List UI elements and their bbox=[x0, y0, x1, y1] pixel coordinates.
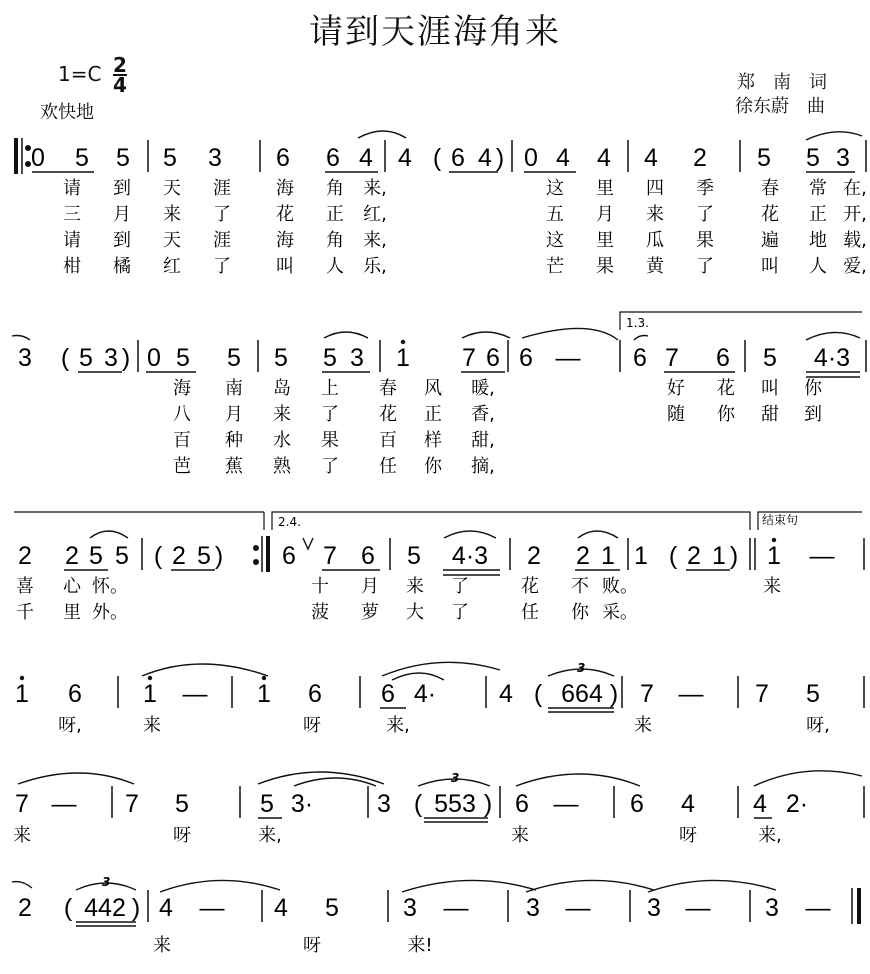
triplet-number: 3 bbox=[577, 661, 586, 675]
lyric: 摘, bbox=[471, 456, 495, 477]
note: 2 bbox=[18, 894, 32, 922]
note: — bbox=[685, 894, 711, 922]
lyric: 月 bbox=[113, 204, 131, 225]
lyric: 了 bbox=[451, 602, 469, 623]
note: 6 bbox=[276, 144, 290, 172]
lyric: 月 bbox=[361, 576, 379, 597]
note: 5 bbox=[407, 542, 421, 570]
note: 5 bbox=[227, 344, 241, 372]
slur bbox=[324, 332, 368, 338]
note: 3 bbox=[526, 894, 540, 922]
lyric: 五 bbox=[546, 204, 564, 225]
repeat-dot bbox=[254, 546, 259, 551]
note: 1 bbox=[634, 542, 648, 570]
lyric: 水 bbox=[273, 430, 291, 451]
note: 2· bbox=[785, 790, 809, 818]
repeat-dot bbox=[254, 560, 259, 565]
lyric: 季 bbox=[696, 178, 714, 199]
lyric: 熟 bbox=[273, 456, 291, 477]
tempo-marking: 欢快地 bbox=[40, 102, 94, 123]
triplet-number: 3 bbox=[451, 771, 460, 785]
lyric: 外。 bbox=[92, 602, 128, 623]
slur bbox=[516, 774, 640, 786]
note: 4 bbox=[644, 144, 658, 172]
note: 7 bbox=[462, 344, 476, 372]
lyric: 来 bbox=[646, 204, 664, 225]
lyric: 来 bbox=[153, 935, 171, 956]
lyric: 花 bbox=[717, 378, 735, 399]
lyric: 请 bbox=[63, 178, 81, 199]
lyric: 来 bbox=[634, 715, 652, 736]
note: — bbox=[443, 894, 469, 922]
lyric: 常 bbox=[809, 178, 827, 199]
lyric: 呀 bbox=[679, 825, 697, 846]
lyric: 呀, bbox=[58, 715, 82, 736]
note: 2 bbox=[693, 144, 707, 172]
lyric: 天 bbox=[163, 178, 181, 199]
slur bbox=[462, 332, 510, 338]
lyric: 了 bbox=[696, 256, 714, 277]
lyric: 海 bbox=[276, 230, 294, 251]
slur bbox=[12, 882, 32, 888]
slur bbox=[806, 132, 862, 140]
note: 5 bbox=[163, 144, 177, 172]
note: 7 bbox=[640, 680, 654, 708]
note: 3 bbox=[765, 894, 779, 922]
lyricist-credit: 郑 南 词 bbox=[737, 72, 827, 93]
slur bbox=[522, 328, 618, 340]
lyric: 怀。 bbox=[92, 576, 128, 597]
lyric: 这 bbox=[546, 178, 564, 199]
lyric: 来! bbox=[407, 935, 433, 956]
lyric: 海 bbox=[173, 378, 191, 399]
note: ) bbox=[495, 144, 505, 172]
note: ( bbox=[63, 894, 73, 922]
lyric: 来 bbox=[406, 576, 424, 597]
volta-2-label: 2.4. bbox=[278, 515, 301, 529]
note: 6 bbox=[716, 344, 730, 372]
note: 4 bbox=[597, 144, 611, 172]
note: 2 bbox=[65, 542, 79, 570]
note: 5 bbox=[274, 344, 288, 372]
slur bbox=[444, 531, 496, 538]
lyric: 海 bbox=[276, 178, 294, 199]
song-title: 请到天涯海角来 bbox=[309, 12, 561, 52]
lyric: 来 bbox=[763, 576, 781, 597]
lyric: 红, bbox=[363, 204, 387, 225]
note: 6 bbox=[326, 144, 340, 172]
lyric: 遍 bbox=[761, 230, 779, 251]
lyric: 正 bbox=[424, 404, 442, 425]
lyric: 来, bbox=[386, 715, 410, 736]
lyric: 来, bbox=[258, 825, 282, 846]
lyric: 了 bbox=[213, 256, 231, 277]
note: 5 bbox=[75, 144, 89, 172]
lyric: 开, bbox=[843, 204, 867, 225]
note: 2 bbox=[687, 542, 701, 570]
note: 5 bbox=[89, 542, 103, 570]
lyric: 你 bbox=[424, 456, 442, 477]
lyric: 人 bbox=[809, 256, 827, 277]
lyric: 正 bbox=[326, 204, 344, 225]
note: ) bbox=[729, 542, 739, 570]
note: — bbox=[678, 680, 704, 708]
lyric: 蕉 bbox=[225, 456, 243, 477]
note: 2 bbox=[527, 542, 541, 570]
note: 5 bbox=[175, 790, 189, 818]
slur bbox=[18, 773, 134, 784]
note: 3 bbox=[403, 894, 417, 922]
lyric: 角 bbox=[326, 178, 344, 199]
lyric: 样 bbox=[424, 430, 442, 451]
slur bbox=[142, 664, 268, 676]
lyric: 呀 bbox=[173, 825, 191, 846]
lyric: 花 bbox=[379, 404, 397, 425]
note: 4 bbox=[499, 680, 513, 708]
note: 3 bbox=[208, 144, 222, 172]
lyric: 了 bbox=[321, 404, 339, 425]
lyric: 了 bbox=[213, 204, 231, 225]
high-octave-dot bbox=[772, 538, 776, 542]
lyric: 红 bbox=[163, 256, 181, 277]
note: ) bbox=[609, 680, 619, 708]
note: 5 bbox=[806, 144, 820, 172]
lyric: 到 bbox=[113, 178, 131, 199]
lyric: 黄 bbox=[646, 256, 664, 277]
lyric: 种 bbox=[225, 430, 243, 451]
lyric: 南 bbox=[225, 378, 243, 399]
key-signature: 1=C bbox=[58, 62, 102, 86]
lyric: 随 bbox=[667, 404, 685, 425]
note: ) bbox=[214, 542, 224, 570]
lyric: 花 bbox=[521, 576, 539, 597]
lyric: 里 bbox=[596, 178, 614, 199]
note: 5 bbox=[197, 542, 211, 570]
note: 4 bbox=[753, 790, 767, 818]
lyric: 芒 bbox=[546, 256, 564, 277]
note: 2 bbox=[172, 542, 186, 570]
note: 6 bbox=[519, 344, 533, 372]
lyric: 三 bbox=[63, 204, 81, 225]
lyric: 在, bbox=[843, 178, 867, 199]
slur bbox=[754, 771, 862, 786]
note: — bbox=[805, 894, 831, 922]
lyric: 百 bbox=[173, 430, 191, 451]
lyric: 载, bbox=[843, 230, 867, 251]
time-signature-top: 2 bbox=[113, 53, 127, 77]
lyric: 暖, bbox=[471, 378, 495, 399]
lyric: 来 bbox=[163, 204, 181, 225]
lyric: 到 bbox=[804, 404, 822, 425]
note: 6 bbox=[381, 680, 395, 708]
note: 2 bbox=[18, 542, 32, 570]
note: 4 bbox=[681, 790, 695, 818]
slur bbox=[358, 131, 406, 138]
note: 4 bbox=[556, 144, 570, 172]
lyric: 花 bbox=[761, 204, 779, 225]
lyric: 甜, bbox=[471, 430, 495, 451]
note: ( bbox=[668, 542, 678, 570]
slur bbox=[806, 332, 860, 340]
note: 5 bbox=[806, 680, 820, 708]
lyric: 大 bbox=[406, 602, 424, 623]
lyric: 千 bbox=[16, 602, 34, 623]
note: 3 bbox=[18, 344, 32, 372]
note: 3 bbox=[350, 344, 364, 372]
lyric: 来, bbox=[758, 825, 782, 846]
repeat-dot bbox=[26, 146, 31, 151]
note: 6 bbox=[68, 680, 82, 708]
lyric: 叫 bbox=[761, 256, 779, 277]
note: ) bbox=[131, 894, 141, 922]
lyric: 橘 bbox=[113, 256, 131, 277]
note: 6 bbox=[308, 680, 322, 708]
repeat-dot bbox=[26, 162, 31, 167]
note: — bbox=[553, 790, 579, 818]
lyric: 这 bbox=[546, 230, 564, 251]
lyric: 来 bbox=[13, 825, 31, 846]
note: 5 bbox=[116, 144, 130, 172]
lyric: 好 bbox=[667, 378, 685, 399]
lyric: 里 bbox=[596, 230, 614, 251]
lyric: 来 bbox=[511, 825, 529, 846]
note: 7 bbox=[323, 542, 337, 570]
note: 4·3 bbox=[451, 542, 489, 570]
lyric: 芭 bbox=[173, 456, 191, 477]
lyric: 春 bbox=[379, 378, 397, 399]
note: 5 bbox=[757, 144, 771, 172]
slur bbox=[402, 880, 536, 892]
note: 6 bbox=[361, 542, 375, 570]
note: 6 bbox=[486, 344, 500, 372]
high-octave-dot bbox=[20, 676, 24, 680]
lyric: 春 bbox=[761, 178, 779, 199]
note: 4 bbox=[274, 894, 288, 922]
note: 3 bbox=[377, 790, 391, 818]
note: 0 bbox=[147, 344, 161, 372]
lyric: 乐, bbox=[363, 256, 387, 277]
lyric: 涯 bbox=[213, 230, 231, 251]
lyric: 瓜 bbox=[646, 230, 664, 251]
lyric: 百 bbox=[379, 430, 397, 451]
slur bbox=[294, 778, 376, 786]
note: 7 bbox=[125, 790, 139, 818]
slur bbox=[634, 336, 648, 341]
lyric: 喜 bbox=[16, 576, 34, 597]
note: 553 bbox=[434, 790, 476, 818]
note: ( bbox=[533, 680, 543, 708]
lyric: 任 bbox=[521, 602, 539, 623]
lyric: 岛 bbox=[273, 378, 291, 399]
note: — bbox=[199, 894, 225, 922]
lyric: 叫 bbox=[761, 378, 779, 399]
slur bbox=[648, 880, 776, 892]
slur bbox=[90, 531, 128, 538]
slur bbox=[392, 673, 444, 680]
lyric: 果 bbox=[596, 256, 614, 277]
lyric: 采。 bbox=[602, 602, 638, 623]
lyric: 花 bbox=[276, 204, 294, 225]
lyric: 来, bbox=[363, 178, 387, 199]
lyric: 来 bbox=[273, 404, 291, 425]
lyric: 果 bbox=[696, 230, 714, 251]
slur bbox=[382, 662, 500, 676]
lyric: 八 bbox=[173, 404, 191, 425]
lyric: 来 bbox=[143, 715, 161, 736]
note: 7 bbox=[15, 790, 29, 818]
note: ( bbox=[60, 344, 70, 372]
lyric: 了 bbox=[696, 204, 714, 225]
note: — bbox=[182, 680, 208, 708]
lyric: 了 bbox=[451, 576, 469, 597]
note: 7 bbox=[755, 680, 769, 708]
note: 664 bbox=[561, 680, 603, 708]
lyric: 到 bbox=[113, 230, 131, 251]
lyric: 呀 bbox=[303, 935, 321, 956]
lyric: 呀 bbox=[303, 715, 321, 736]
note: 1 bbox=[767, 542, 781, 570]
note: 5 bbox=[115, 542, 129, 570]
note: 5 bbox=[323, 344, 337, 372]
lyric: 风 bbox=[424, 378, 442, 399]
note: 1 bbox=[712, 542, 726, 570]
note: 5 bbox=[79, 344, 93, 372]
note: 3 bbox=[104, 344, 118, 372]
lyric: 请 bbox=[63, 230, 81, 251]
note: 4 bbox=[159, 894, 173, 922]
lyric: 果 bbox=[321, 430, 339, 451]
lyric: 甜 bbox=[761, 404, 779, 425]
note: 442 bbox=[84, 894, 126, 922]
lyric: 你 bbox=[571, 602, 589, 623]
volta-1-bracket bbox=[620, 312, 862, 330]
lyric: 心 bbox=[63, 576, 81, 597]
note: 1 bbox=[143, 680, 157, 708]
lyric: 人 bbox=[326, 256, 344, 277]
note: 6 bbox=[282, 542, 296, 570]
lyric: 菠 bbox=[311, 602, 329, 623]
lyric: 涯 bbox=[213, 178, 231, 199]
note: 0 bbox=[524, 144, 538, 172]
lyric: 角 bbox=[326, 230, 344, 251]
lyric: 月 bbox=[596, 204, 614, 225]
lyric: 十 bbox=[311, 576, 329, 597]
lyric: 里 bbox=[63, 602, 81, 623]
note: 4·3 bbox=[813, 344, 851, 372]
lyric: 正 bbox=[809, 204, 827, 225]
lyric: 天 bbox=[163, 230, 181, 251]
ending-label: 结束句 bbox=[762, 513, 799, 527]
lyric: 不 bbox=[571, 576, 589, 597]
note: 1 bbox=[257, 680, 271, 708]
note: 7 bbox=[665, 344, 679, 372]
note: 3 bbox=[647, 894, 661, 922]
note: 0 bbox=[31, 144, 45, 172]
note: 5 bbox=[325, 894, 339, 922]
slur bbox=[578, 531, 618, 538]
lyric: 来, bbox=[363, 230, 387, 251]
note: — bbox=[565, 894, 591, 922]
note: 4· bbox=[413, 680, 437, 708]
breath-mark bbox=[303, 538, 313, 549]
note: 4 bbox=[478, 144, 492, 172]
lyric: 萝 bbox=[361, 602, 379, 623]
note: 2 bbox=[576, 542, 590, 570]
note: — bbox=[555, 344, 581, 372]
lyric: 上 bbox=[321, 378, 339, 399]
composer-credit: 徐东蔚 曲 bbox=[735, 96, 825, 117]
lyric: 败。 bbox=[602, 576, 638, 597]
lyric: 爱, bbox=[843, 256, 867, 277]
note: 3 bbox=[836, 144, 850, 172]
note: — bbox=[809, 542, 835, 570]
slur bbox=[12, 336, 30, 341]
lyric: 四 bbox=[646, 178, 664, 199]
lyric: 呀, bbox=[806, 715, 830, 736]
note: 6 bbox=[630, 790, 644, 818]
lyric: 了 bbox=[321, 456, 339, 477]
lyric: 任 bbox=[379, 456, 397, 477]
note: 1 bbox=[396, 344, 410, 372]
note: ( bbox=[432, 144, 442, 172]
high-octave-dot bbox=[262, 676, 266, 680]
lyric: 地 bbox=[809, 230, 827, 251]
note: 4 bbox=[359, 144, 373, 172]
note: 5 bbox=[260, 790, 274, 818]
note: 3· bbox=[290, 790, 314, 818]
high-octave-dot bbox=[148, 676, 152, 680]
note: ) bbox=[121, 344, 131, 372]
note: 5 bbox=[176, 344, 190, 372]
note: 5 bbox=[763, 344, 777, 372]
triplet-number: 3 bbox=[102, 875, 111, 889]
lyric: 叫 bbox=[276, 256, 294, 277]
high-octave-dot bbox=[401, 340, 405, 344]
note: 6 bbox=[451, 144, 465, 172]
note: 4 bbox=[398, 144, 412, 172]
note: 6 bbox=[515, 790, 529, 818]
lyric: 香, bbox=[471, 404, 495, 425]
note: 1 bbox=[15, 680, 29, 708]
slur bbox=[526, 880, 654, 892]
time-signature-bottom: 4 bbox=[113, 73, 127, 97]
notation-layer bbox=[13, 144, 867, 956]
lyric: 月 bbox=[225, 404, 243, 425]
volta-2-bracket bbox=[272, 512, 750, 530]
note: — bbox=[51, 790, 77, 818]
note: ) bbox=[483, 790, 493, 818]
volta-1-label: 1.3. bbox=[626, 316, 649, 330]
lyric: 你 bbox=[717, 404, 735, 425]
note: ( bbox=[413, 790, 423, 818]
note: 6 bbox=[633, 344, 647, 372]
lyric: 你 bbox=[804, 378, 822, 399]
note: ( bbox=[153, 542, 163, 570]
note: 1 bbox=[601, 542, 615, 570]
lyric: 柑 bbox=[63, 256, 81, 277]
